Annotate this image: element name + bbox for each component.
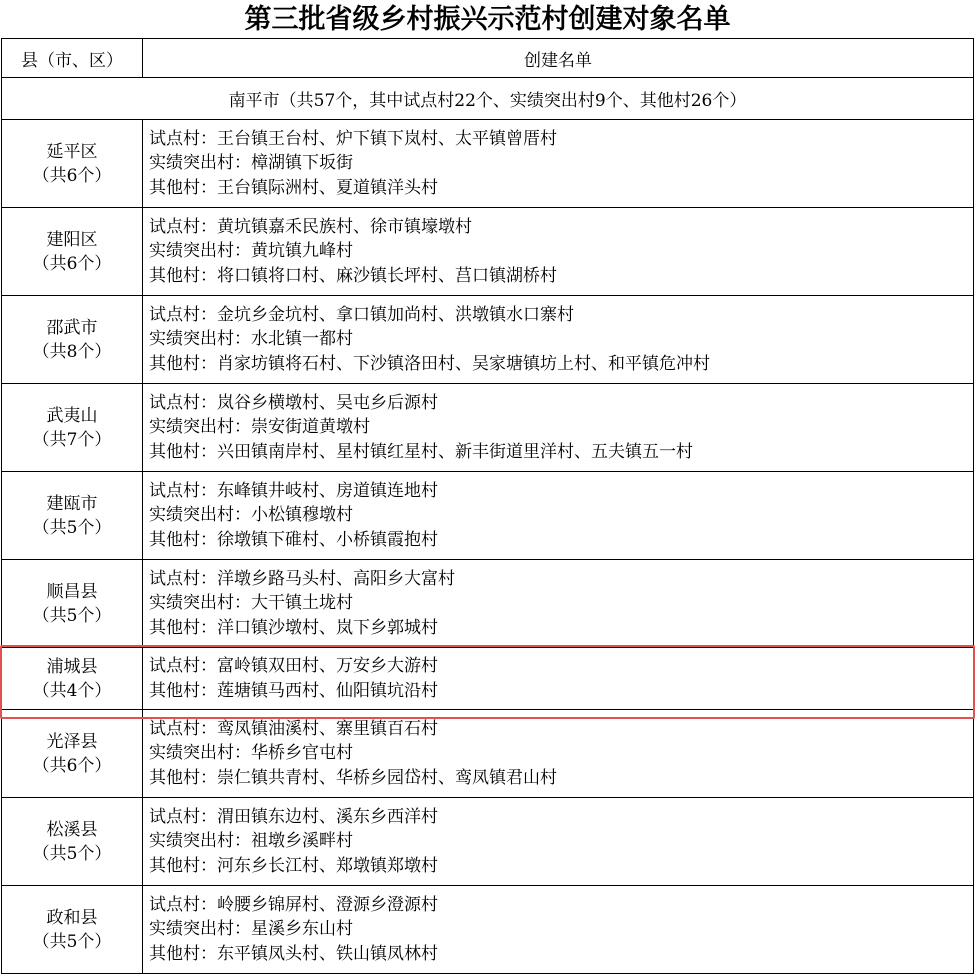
list-cell	[143, 472, 974, 560]
list-cell	[143, 560, 974, 648]
county-name: 政和县	[46, 907, 98, 928]
county-cell	[2, 384, 143, 472]
list-line: 其他村：东平镇凤头村、铁山镇凤林村	[149, 943, 438, 964]
list-line: 试点村：渭田镇东边村、溪东乡西洋村	[149, 806, 438, 827]
county-cell	[2, 798, 143, 886]
list-line: 其他村：洋口镇沙墩村、岚下乡郭城村	[149, 617, 438, 638]
list-cell	[143, 384, 974, 472]
page-title: 第三批省级乡村振兴示范村创建对象名单	[244, 4, 731, 35]
county-name: 武夷山	[46, 405, 98, 426]
list-line: 试点村：东峰镇井岐村、房道镇连地村	[149, 480, 438, 501]
list-line: 其他村：将口镇将口村、麻沙镇长坪村、莒口镇湖桥村	[149, 265, 557, 286]
table-row	[2, 886, 974, 974]
table-row	[2, 296, 974, 384]
list-line: 实绩突出村：黄坑镇九峰村	[149, 241, 353, 262]
county-cell	[2, 208, 143, 296]
list-line: 实绩突出村：星溪乡东山村	[149, 919, 353, 940]
table-row	[2, 710, 974, 798]
list-line: 其他村：徐墩镇下碓村、小桥镇霞抱村	[149, 529, 438, 550]
county-name: 光泽县	[46, 731, 98, 752]
county-column-header: 县（市、区）	[2, 39, 143, 78]
county-name: 建瓯市	[46, 493, 98, 514]
list-cell	[143, 710, 974, 798]
table-row	[2, 208, 974, 296]
list-line: 其他村：王台镇际洲村、夏道镇洋头村	[149, 177, 438, 198]
county-name: 建阳区	[46, 229, 98, 250]
list-column-header: 创建名单	[143, 39, 974, 78]
roster-table	[1, 38, 974, 974]
list-line: 其他村：河东乡长江村、郑墩镇郑墩村	[149, 855, 438, 876]
list-line: 其他村：崇仁镇共青村、华桥乡园岱村、鸾凤镇君山村	[149, 767, 557, 788]
list-line: 试点村：洋墩乡路马头村、高阳乡大富村	[149, 568, 455, 589]
list-line: 试点村：鸾凤镇油溪村、寨里镇百石村	[149, 718, 438, 739]
county-cell	[2, 472, 143, 560]
county-cell	[2, 886, 143, 974]
county-count: （共5个）	[32, 517, 112, 538]
table-row	[2, 472, 974, 560]
county-count: （共6个）	[32, 755, 112, 776]
list-line: 试点村：王台镇王台村、炉下镇下岚村、太平镇曾厝村	[149, 128, 557, 149]
list-cell	[143, 798, 974, 886]
list-line: 实绩突出村：祖墩乡溪畔村	[149, 831, 353, 852]
list-line: 其他村：肖家坊镇将石村、下沙镇洛田村、吴家塘镇坊上村、和平镇危冲村	[149, 353, 710, 374]
list-cell	[143, 886, 974, 974]
list-cell	[143, 648, 974, 710]
list-cell	[143, 208, 974, 296]
list-line: 实绩突出村：崇安街道黄墩村	[149, 417, 370, 438]
county-cell	[2, 560, 143, 648]
county-cell	[2, 120, 143, 208]
county-name: 邵武市	[46, 317, 98, 338]
header-row	[2, 39, 974, 78]
city-summary: 南平市（共57个，其中试点村22个、实绩突出村9个、其他村26个）	[2, 78, 974, 120]
city-summary-row	[2, 78, 974, 120]
list-line: 试点村：金坑乡金坑村、拿口镇加尚村、洪墩镇水口寨村	[149, 304, 574, 325]
list-cell	[143, 296, 974, 384]
table-row	[2, 384, 974, 472]
county-name: 浦城县	[46, 656, 98, 677]
county-name: 松溪县	[46, 819, 98, 840]
county-count: （共5个）	[32, 843, 112, 864]
list-line: 试点村：岚谷乡横墩村、吴屯乡后源村	[149, 392, 438, 413]
list-line: 试点村：黄坑镇嘉禾民族村、徐市镇壕墩村	[149, 216, 472, 237]
county-count: （共8个）	[32, 341, 112, 362]
table-row	[2, 120, 974, 208]
list-line: 实绩突出村：小松镇穆墩村	[149, 505, 353, 526]
list-line: 实绩突出村：华桥乡官屯村	[149, 743, 353, 764]
county-count: （共7个）	[32, 429, 112, 450]
table-row	[2, 560, 974, 648]
county-count: （共6个）	[32, 253, 112, 274]
county-name: 顺昌县	[46, 581, 98, 602]
county-count: （共4个）	[32, 680, 112, 701]
list-line: 实绩突出村：樟湖镇下坂街	[149, 153, 353, 174]
county-count: （共5个）	[32, 931, 112, 952]
county-name: 延平区	[46, 141, 98, 162]
county-cell	[2, 296, 143, 384]
county-cell	[2, 710, 143, 798]
list-line: 试点村：岭腰乡锦屏村、澄源乡澄源村	[149, 894, 438, 915]
list-line: 试点村：富岭镇双田村、万安乡大游村	[149, 656, 438, 676]
list-line: 实绩突出村：水北镇一都村	[149, 329, 353, 350]
list-line: 其他村：莲塘镇马西村、仙阳镇坑沿村	[149, 680, 438, 701]
list-cell	[143, 120, 974, 208]
list-line: 其他村：兴田镇南岸村、星村镇红星村、新丰街道里洋村、五夫镇五一村	[149, 441, 693, 462]
list-line: 实绩突出村：大干镇土垅村	[149, 593, 353, 614]
county-count: （共6个）	[32, 165, 112, 186]
county-cell	[2, 648, 143, 710]
table-row	[2, 798, 974, 886]
table-row-highlighted	[2, 648, 974, 710]
county-count: （共5个）	[32, 605, 112, 626]
